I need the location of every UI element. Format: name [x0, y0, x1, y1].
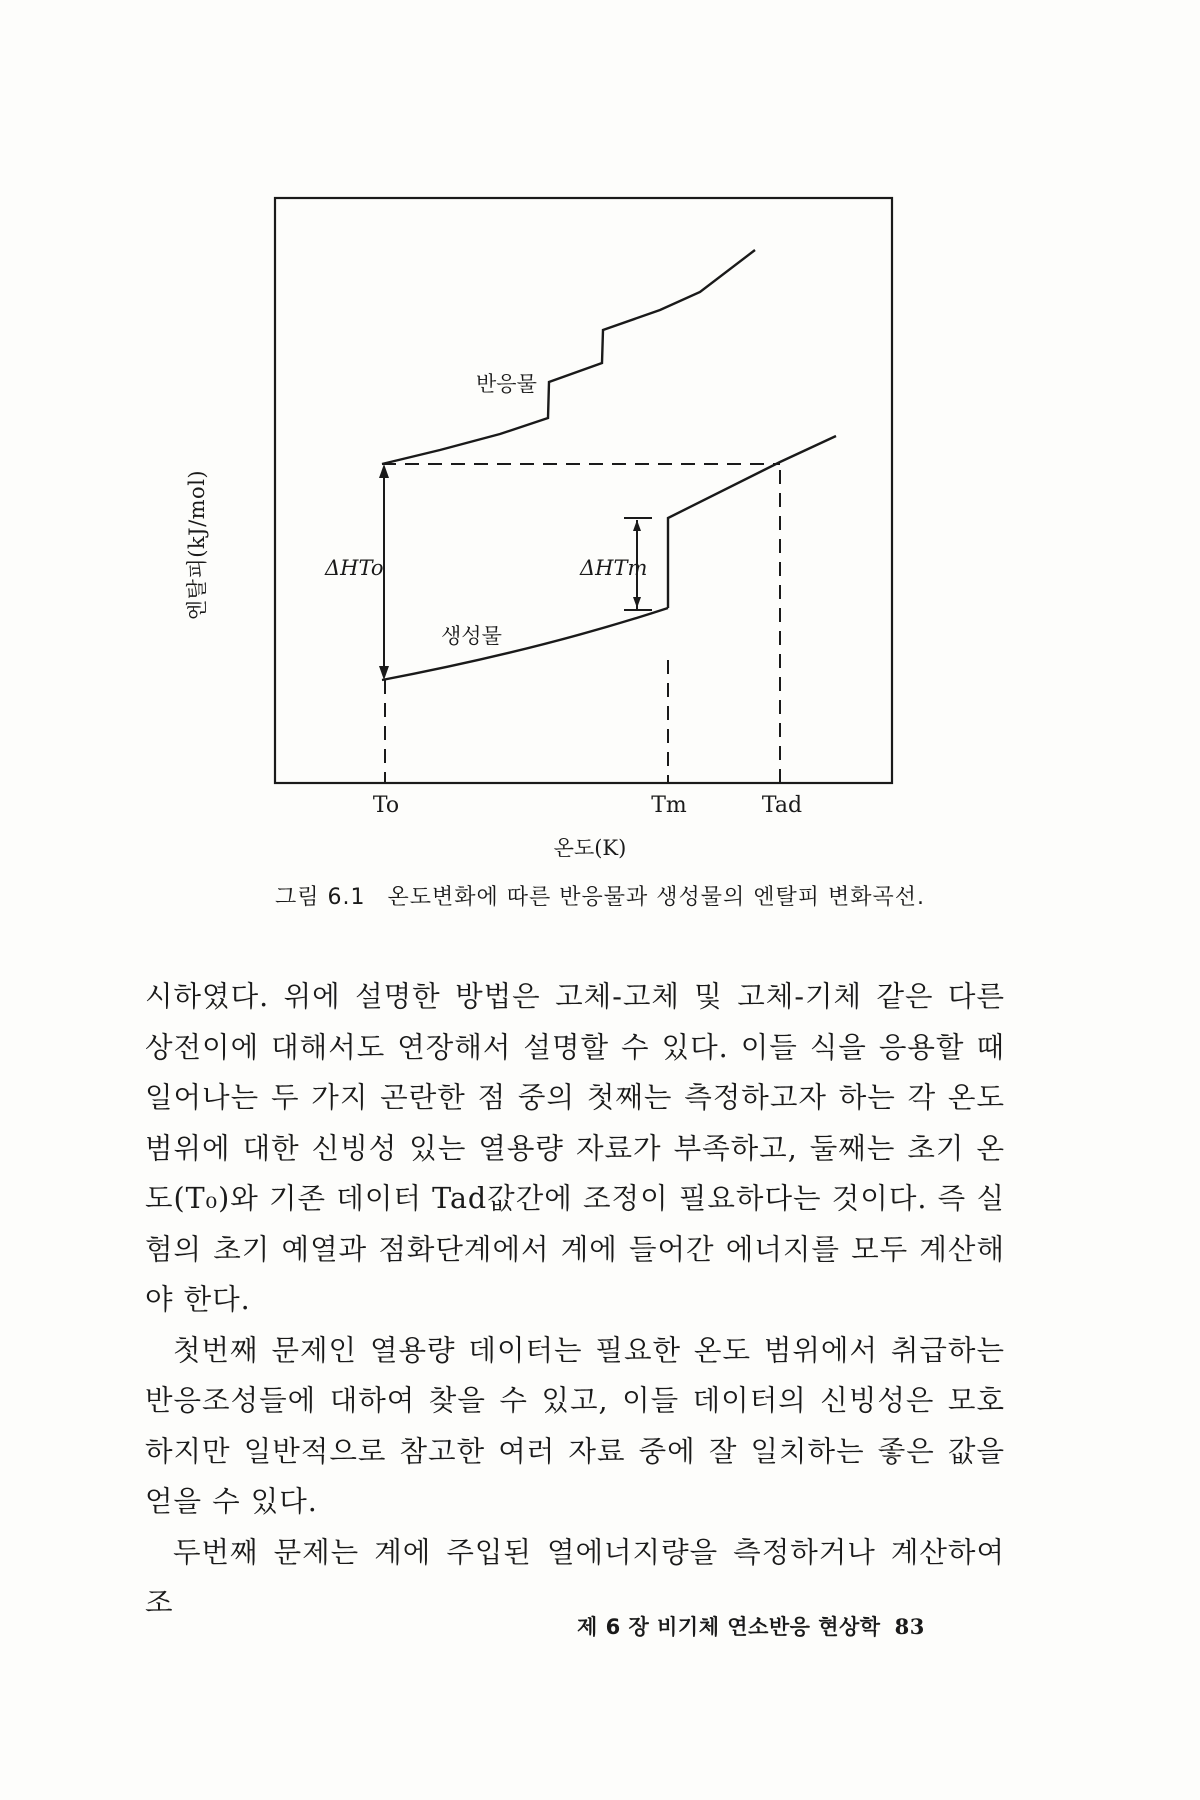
tick-tm: Tm	[651, 793, 687, 818]
caption-text: 온도변화에 따른 반응물과 생성물의 엔탈피 변화곡선.	[387, 885, 926, 910]
page-footer	[577, 1611, 925, 1641]
chapter-title: 제 6 장 비기체 연소반응 현상학	[577, 1615, 881, 1639]
tick-tad: Tad	[761, 793, 803, 818]
paragraph: 첫번째 문제인 열용량 데이터는 필요한 온도 범위에서 취급하는 반응조성들에 대하여 찾을 수 있고, 이들 데이터의 신빙성은 모호하지만 일반적으로 참고한 여러 자료 중에 잘 일치하는 좋은 값을 얻을 수 있다.	[145, 1333, 1005, 1518]
page-number: 83	[894, 1614, 925, 1639]
x-axis-label: 온도(K)	[553, 836, 627, 860]
tick-to: To	[372, 793, 400, 818]
product-curve-upper	[668, 436, 836, 608]
dh-tm-label: ΔHTm	[580, 556, 648, 580]
plot-frame	[275, 198, 892, 783]
paragraph: 두번째 문제는 계에 주입된 열에너지량을 측정하거나 계산하여 조	[145, 1535, 1005, 1619]
reactant-label: 반응물	[476, 372, 537, 396]
y-axis-label: 엔탈피(kJ/mol)	[185, 469, 209, 621]
figure-caption	[275, 880, 925, 911]
dh-tm-arrow-head-up	[633, 520, 641, 531]
reactant-curve	[382, 250, 755, 464]
dh-to-label: ΔHTo	[325, 556, 384, 580]
product-label: 생성물	[441, 624, 502, 648]
caption-number: 그림 6.1	[274, 885, 366, 910]
dh-tm-arrow-head-down	[633, 597, 641, 608]
dh-to-arrow-head-up	[379, 464, 389, 478]
body-text	[145, 972, 1005, 1629]
product-curve	[382, 608, 668, 680]
paragraph: 시하였다. 위에 설명한 방법은 고체-고체 및 고체-기체 같은 다른 상전이에 대해서도 연장해서 설명할 수 있다. 이들 식을 응용할 때 일어나는 두 가지 곤란한 점 중의 첫째는 측정하고자 하는 각 온도 범위에 대한 신빙성 있는 열용량 자료가 부족하고, 둘째는 초기 온도(T₀)와 기존 데이터 Tad값간에 조정이 필요하다는 것이다. 즉 실험의 초기 예열과 점화단계에서 계에 들어간 에너지를 모두 계산해야 한다.	[145, 980, 1005, 1316]
